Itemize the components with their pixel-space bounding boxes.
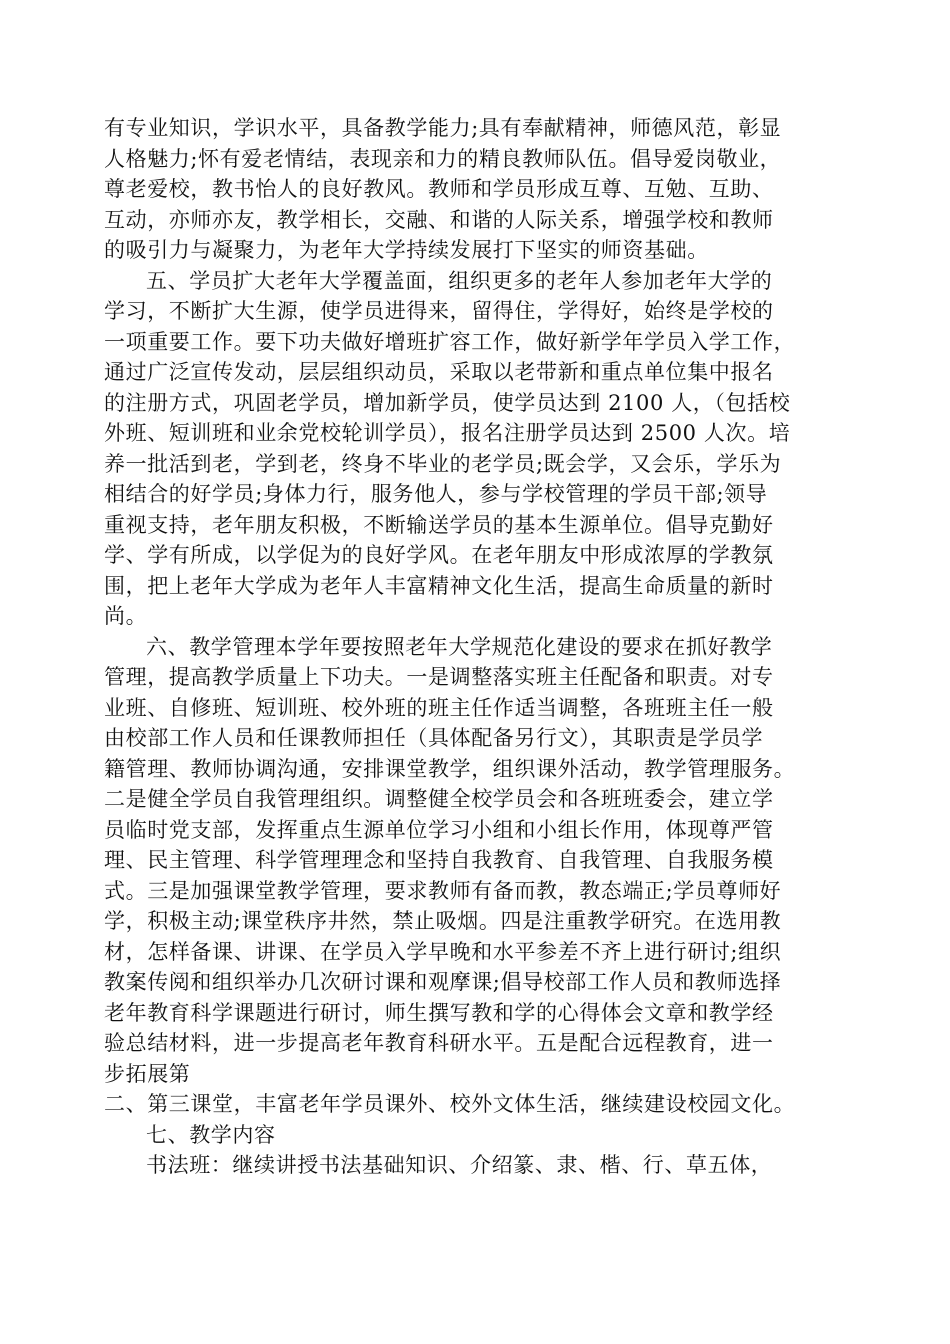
text-line: 相结合的好学员;身体力行，服务他人，参与学校管理的学员干部;领导 — [104, 482, 768, 506]
text-line: 式。三是加强课堂教学管理，要求教师有备而教，教态端正;学员尊师好 — [104, 878, 782, 903]
text-line: 尚。 — [104, 604, 148, 628]
text-line: 二、第三课堂，丰富老年学员课外、校外文体生活，继续建设校园文化。 — [104, 1092, 796, 1116]
text-line: 通过广泛宣传发动，层层组织动员，采取以老带新和重点单位集中报名 — [104, 360, 774, 384]
text-line: 人格魅力;怀有爱老情结，表现亲和力的精良教师队伍。倡导爱岗敬业， — [104, 146, 782, 171]
text-line: 管理，提高教学质量上下功夫。一是调整落实班主任配备和职责。对专 — [104, 665, 774, 689]
text-line: 材，怎样备课、讲课、在学员入学早晚和水平参差不齐上进行研讨;组织 — [104, 939, 782, 964]
text-line: 重视支持，老年朋友积极，不断输送学员的基本生源单位。倡导克勤好 — [104, 512, 774, 537]
text-line: 外班、短训班和业余党校轮训学员），报名注册学员达到 2500 人次。培 — [104, 421, 791, 445]
text-line: 验总结材料，进一步提高老年教育科研水平。五是配合远程教育，进一 — [104, 1031, 774, 1055]
text-line: 一项重要工作。要下功夫做好增班扩容工作，做好新学年学员入学工作， — [104, 329, 796, 354]
text-line: 尊老爱校，教书怡人的良好教风。教师和学员形成互尊、互勉、互助、 — [104, 177, 774, 201]
text-line: 教案传阅和组织举办几次研讨课和观摩课;倡导校部工作人员和教师选择 — [104, 970, 782, 994]
text-line: 学，积极主动;课堂秩序井然，禁止吸烟。四是注重教学研究。在选用教 — [104, 909, 782, 933]
text-line: 五、学员扩大老年大学覆盖面，组织更多的老年人参加老年大学的 — [146, 268, 773, 293]
text-line: 学习，不断扩大生源，使学员进得来，留得住，学得好，始终是学校的 — [104, 299, 774, 323]
text-line: 理、民主管理、科学管理理念和坚持自我教育、自我管理、自我服务模 — [104, 848, 774, 872]
text-line: 互动，亦师亦友，教学相长，交融、和谐的人际关系，增强学校和教师 — [104, 207, 774, 232]
text-line: 由校部工作人员和任课教师担任（具体配备另行文），其职责是学员学 — [104, 726, 764, 750]
text-line: 业班、自修班、短训班、校外班的班主任作适当调整，各班班主任一般 — [104, 695, 774, 720]
text-line: 籍管理、教师协调沟通，安排课堂教学，组织课外活动，教学管理服务。 — [104, 756, 796, 781]
text-line: 二是健全学员自我管理组织。调整健全校学员会和各班班委会，建立学 — [104, 787, 774, 811]
text-line: 书法班：继续讲授书法基础知识、介绍篆、隶、楷、行、草五体， — [146, 1153, 773, 1177]
text-line: 围，把上老年大学成为老年人丰富精神文化生活，提高生命质量的新时 — [104, 573, 774, 598]
text-line: 七、教学内容 — [146, 1122, 276, 1147]
text-line: 员临时党支部，发挥重点生源单位学习小组和小组长作用，体现尊严管 — [104, 817, 774, 842]
text-line: 的注册方式，巩固老学员，增加新学员，使学员达到 2100 人，（包括校 — [104, 390, 791, 415]
text-line: 学、学有所成，以学促为的良好学风。在老年朋友中形成浓厚的学教氛 — [104, 543, 774, 567]
text-line: 老年教育科学课题进行研讨，师生撰写教和学的心得体会文章和教学经 — [104, 1000, 774, 1025]
text-line: 有专业知识，学识水平，具备教学能力;具有奉献精神，师德风范，彰显 — [104, 116, 782, 140]
text-line: 养一批活到老，学到老，终身不毕业的老学员;既会学，又会乐，学乐为 — [104, 451, 782, 476]
text-line: 六、教学管理本学年要按照老年大学规范化建设的要求在抓好教学 — [146, 634, 773, 659]
text-line: 的吸引力与凝聚力，为老年大学持续发展打下坚实的师资基础。 — [104, 238, 709, 262]
text-line: 步拓展第 — [104, 1061, 191, 1086]
document-body — [104, 113, 864, 1181]
